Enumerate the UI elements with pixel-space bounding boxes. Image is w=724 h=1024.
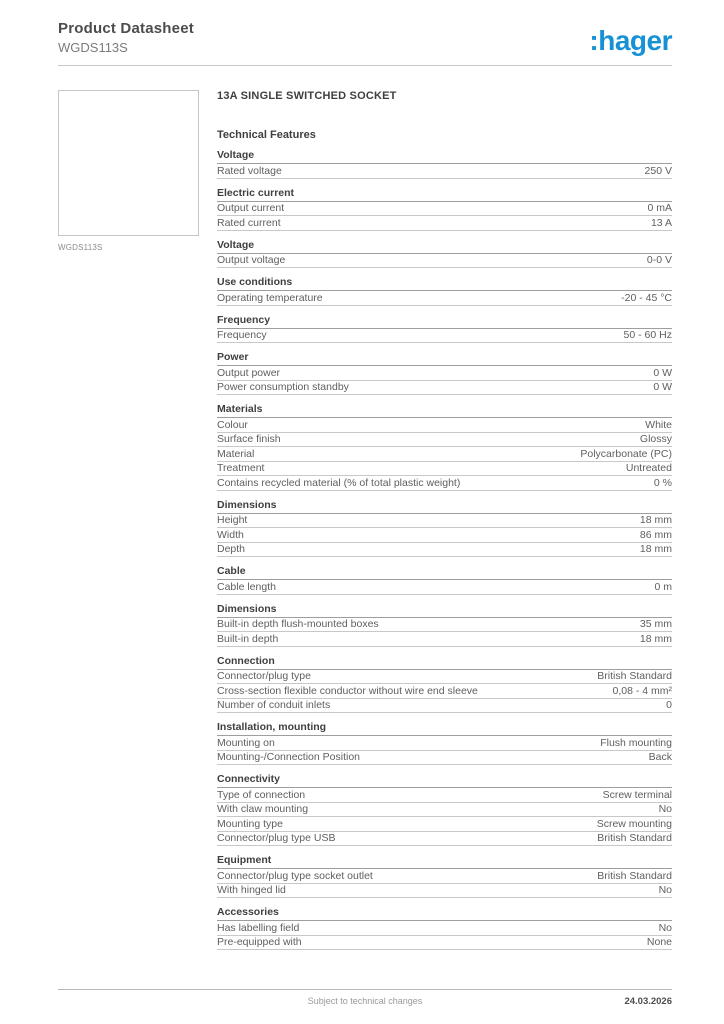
spec-row-value: None bbox=[646, 936, 672, 948]
spec-section-title: Materials bbox=[217, 403, 672, 418]
spec-section-rows bbox=[217, 921, 672, 950]
spec-row-label: Cross-section flexible conductor without wire end sleeve bbox=[217, 684, 478, 697]
footer-note: Subject to technical changes bbox=[307, 996, 423, 1006]
spec-section-rows bbox=[217, 618, 672, 647]
spec-section-title: Power bbox=[217, 351, 672, 366]
spec-row-label: Output current bbox=[217, 202, 285, 214]
spec-row-label: Has labelling field bbox=[217, 921, 300, 934]
spec-section-rows bbox=[217, 514, 672, 558]
spec-row bbox=[217, 817, 672, 832]
spec-row-value: 50 - 60 Hz bbox=[623, 329, 672, 341]
spec-row-value: Polycarbonate (PC) bbox=[580, 447, 672, 460]
spec-row-label: Power consumption standby bbox=[217, 381, 349, 393]
spec-section-title: Use conditions bbox=[217, 276, 672, 291]
spec-row bbox=[217, 751, 672, 766]
product-image-caption: WGDS113S bbox=[58, 243, 103, 252]
spec-row bbox=[217, 462, 672, 477]
spec-section-rows bbox=[217, 670, 672, 714]
spec-row-label: Frequency bbox=[217, 329, 267, 341]
spec-row bbox=[217, 670, 672, 685]
spec-section-title: Connection bbox=[217, 655, 672, 670]
spec-section bbox=[217, 149, 672, 179]
spec-row-value: 0 % bbox=[653, 476, 672, 489]
spec-section-rows bbox=[217, 329, 672, 344]
spec-row-label: Pre-equipped with bbox=[217, 936, 302, 948]
spec-row bbox=[217, 447, 672, 462]
spec-section-title: Accessories bbox=[217, 906, 672, 921]
spec-section-rows bbox=[217, 366, 672, 395]
spec-row bbox=[217, 580, 672, 595]
spec-section bbox=[217, 906, 672, 950]
spec-row bbox=[217, 216, 672, 231]
spec-row-value: No bbox=[658, 803, 672, 815]
spec-row bbox=[217, 543, 672, 558]
spec-section bbox=[217, 314, 672, 344]
spec-section-rows bbox=[217, 418, 672, 491]
spec-row-value: No bbox=[658, 884, 672, 896]
footer bbox=[58, 989, 672, 1007]
spec-row bbox=[217, 869, 672, 884]
spec-row-label: Contains recycled material (% of total plastic weight) bbox=[217, 476, 461, 489]
spec-row-label: Cable length bbox=[217, 580, 276, 593]
spec-row bbox=[217, 699, 672, 714]
spec-section-title: Installation, mounting bbox=[217, 721, 672, 736]
spec-row bbox=[217, 884, 672, 899]
spec-section bbox=[217, 499, 672, 558]
spec-section-title: Electric current bbox=[217, 187, 672, 202]
spec-row bbox=[217, 202, 672, 217]
spec-row bbox=[217, 164, 672, 179]
spec-row-value: 18 mm bbox=[639, 632, 672, 645]
spec-row bbox=[217, 381, 672, 396]
product-image-column bbox=[58, 90, 200, 950]
footer-date: 24.03.2026 bbox=[624, 996, 672, 1007]
spec-row-label: Built-in depth flush-mounted boxes bbox=[217, 618, 379, 630]
spec-section-rows bbox=[217, 202, 672, 231]
spec-section bbox=[217, 403, 672, 491]
spec-section bbox=[217, 565, 672, 595]
spec-row bbox=[217, 528, 672, 543]
spec-row-value: 86 mm bbox=[639, 528, 672, 541]
spec-row-value: 0 m bbox=[654, 580, 672, 593]
spec-section-rows bbox=[217, 291, 672, 306]
spec-row bbox=[217, 936, 672, 951]
spec-row-label: Output power bbox=[217, 366, 281, 379]
spec-row-label: With hinged lid bbox=[217, 884, 286, 896]
spec-row bbox=[217, 736, 672, 751]
header-product-code: WGDS113S bbox=[58, 40, 128, 55]
spec-row-value: Screw terminal bbox=[602, 788, 672, 801]
spec-column bbox=[217, 90, 672, 950]
spec-section-title: Voltage bbox=[217, 239, 672, 254]
spec-section-rows bbox=[217, 869, 672, 898]
spec-row-value: Screw mounting bbox=[596, 817, 672, 830]
spec-row-value: 18 mm bbox=[639, 514, 672, 526]
page-title: Product Datasheet bbox=[58, 20, 194, 37]
spec-row-value: -20 - 45 °C bbox=[621, 291, 672, 304]
spec-row bbox=[217, 684, 672, 699]
spec-row-label: Type of connection bbox=[217, 788, 306, 801]
spec-row-label: Operating temperature bbox=[217, 291, 323, 304]
spec-row-label: Material bbox=[217, 447, 255, 460]
spec-row bbox=[217, 803, 672, 818]
spec-section-rows bbox=[217, 788, 672, 846]
spec-row-value: British Standard bbox=[597, 869, 672, 882]
spec-row bbox=[217, 433, 672, 448]
spec-row-label: Mounting type bbox=[217, 817, 283, 830]
technical-features-heading: Technical Features bbox=[217, 129, 316, 141]
spec-section-title: Cable bbox=[217, 565, 672, 580]
spec-row bbox=[217, 329, 672, 344]
spec-row-value: 35 mm bbox=[639, 618, 672, 630]
spec-section-rows bbox=[217, 254, 672, 269]
spec-row-value: British Standard bbox=[597, 832, 672, 844]
spec-row-label: Surface finish bbox=[217, 433, 281, 445]
spec-section-rows bbox=[217, 736, 672, 765]
spec-section-title: Equipment bbox=[217, 854, 672, 869]
spec-row-value: Glossy bbox=[639, 433, 672, 445]
spec-row bbox=[217, 366, 672, 381]
spec-row-value: 13 A bbox=[650, 216, 672, 229]
spec-row-value: 0,08 - 4 mm² bbox=[612, 684, 672, 697]
spec-row-label: With claw mounting bbox=[217, 803, 309, 815]
spec-row bbox=[217, 921, 672, 936]
header bbox=[0, 0, 724, 55]
spec-row-value: Flush mounting bbox=[600, 736, 672, 749]
spec-row-value: 0 bbox=[666, 699, 672, 711]
spec-row-value: 0 W bbox=[653, 366, 672, 379]
spec-section bbox=[217, 603, 672, 647]
spec-row-label: Height bbox=[217, 514, 248, 526]
spec-row-label: Treatment bbox=[217, 462, 265, 474]
spec-row-value: Back bbox=[648, 751, 672, 763]
spec-row-label: Built-in depth bbox=[217, 632, 279, 645]
spec-row bbox=[217, 476, 672, 491]
spec-row bbox=[217, 254, 672, 269]
spec-section-rows bbox=[217, 164, 672, 179]
spec-row-value: No bbox=[658, 921, 672, 934]
spec-section bbox=[217, 655, 672, 714]
spec-row-value: 0 mA bbox=[647, 202, 672, 214]
spec-section-title: Frequency bbox=[217, 314, 672, 329]
spec-row-label: Connector/plug type USB bbox=[217, 832, 336, 844]
spec-row bbox=[217, 618, 672, 633]
spec-section bbox=[217, 721, 672, 765]
spec-section-title: Dimensions bbox=[217, 499, 672, 514]
spec-section bbox=[217, 351, 672, 395]
spec-row bbox=[217, 788, 672, 803]
spec-row-value: 0 W bbox=[653, 381, 672, 393]
spec-section-rows bbox=[217, 580, 672, 595]
spec-row-value: 250 V bbox=[644, 164, 672, 177]
spec-row bbox=[217, 832, 672, 847]
spec-section bbox=[217, 187, 672, 231]
header-titles bbox=[58, 20, 194, 55]
spec-row bbox=[217, 632, 672, 647]
spec-row-label: Depth bbox=[217, 543, 246, 555]
spec-row-value: Untreated bbox=[625, 462, 672, 474]
spec-row-label: Output voltage bbox=[217, 254, 286, 266]
spec-row-label: Width bbox=[217, 528, 244, 541]
main-content bbox=[0, 66, 724, 950]
spec-section bbox=[217, 239, 672, 269]
spec-row-label: Mounting on bbox=[217, 736, 275, 749]
spec-row-value: British Standard bbox=[597, 670, 672, 682]
hager-logo: :hager bbox=[589, 25, 672, 56]
spec-row-value: White bbox=[645, 418, 672, 431]
spec-row-label: Number of conduit inlets bbox=[217, 699, 331, 711]
spec-row-label: Connector/plug type bbox=[217, 670, 311, 682]
spec-row bbox=[217, 418, 672, 433]
spec-section bbox=[217, 773, 672, 846]
spec-row-label: Rated current bbox=[217, 216, 281, 229]
spec-row-value: 0-0 V bbox=[646, 254, 672, 266]
spec-section-title: Connectivity bbox=[217, 773, 672, 788]
spec-row-value: 18 mm bbox=[639, 543, 672, 555]
spec-row bbox=[217, 291, 672, 306]
product-name-heading: 13A SINGLE SWITCHED SOCKET bbox=[217, 90, 397, 102]
spec-row-label: Mounting-/Connection Position bbox=[217, 751, 361, 763]
spec-row-label: Rated voltage bbox=[217, 164, 282, 177]
spec-row-label: Colour bbox=[217, 418, 248, 431]
spec-section-title: Dimensions bbox=[217, 603, 672, 618]
spec-section bbox=[217, 276, 672, 306]
spec-section bbox=[217, 854, 672, 898]
spec-row-label: Connector/plug type socket outlet bbox=[217, 869, 373, 882]
spec-row bbox=[217, 514, 672, 529]
spec-section-title: Voltage bbox=[217, 149, 672, 164]
spec-sections bbox=[217, 149, 672, 950]
product-image-placeholder bbox=[58, 90, 199, 236]
